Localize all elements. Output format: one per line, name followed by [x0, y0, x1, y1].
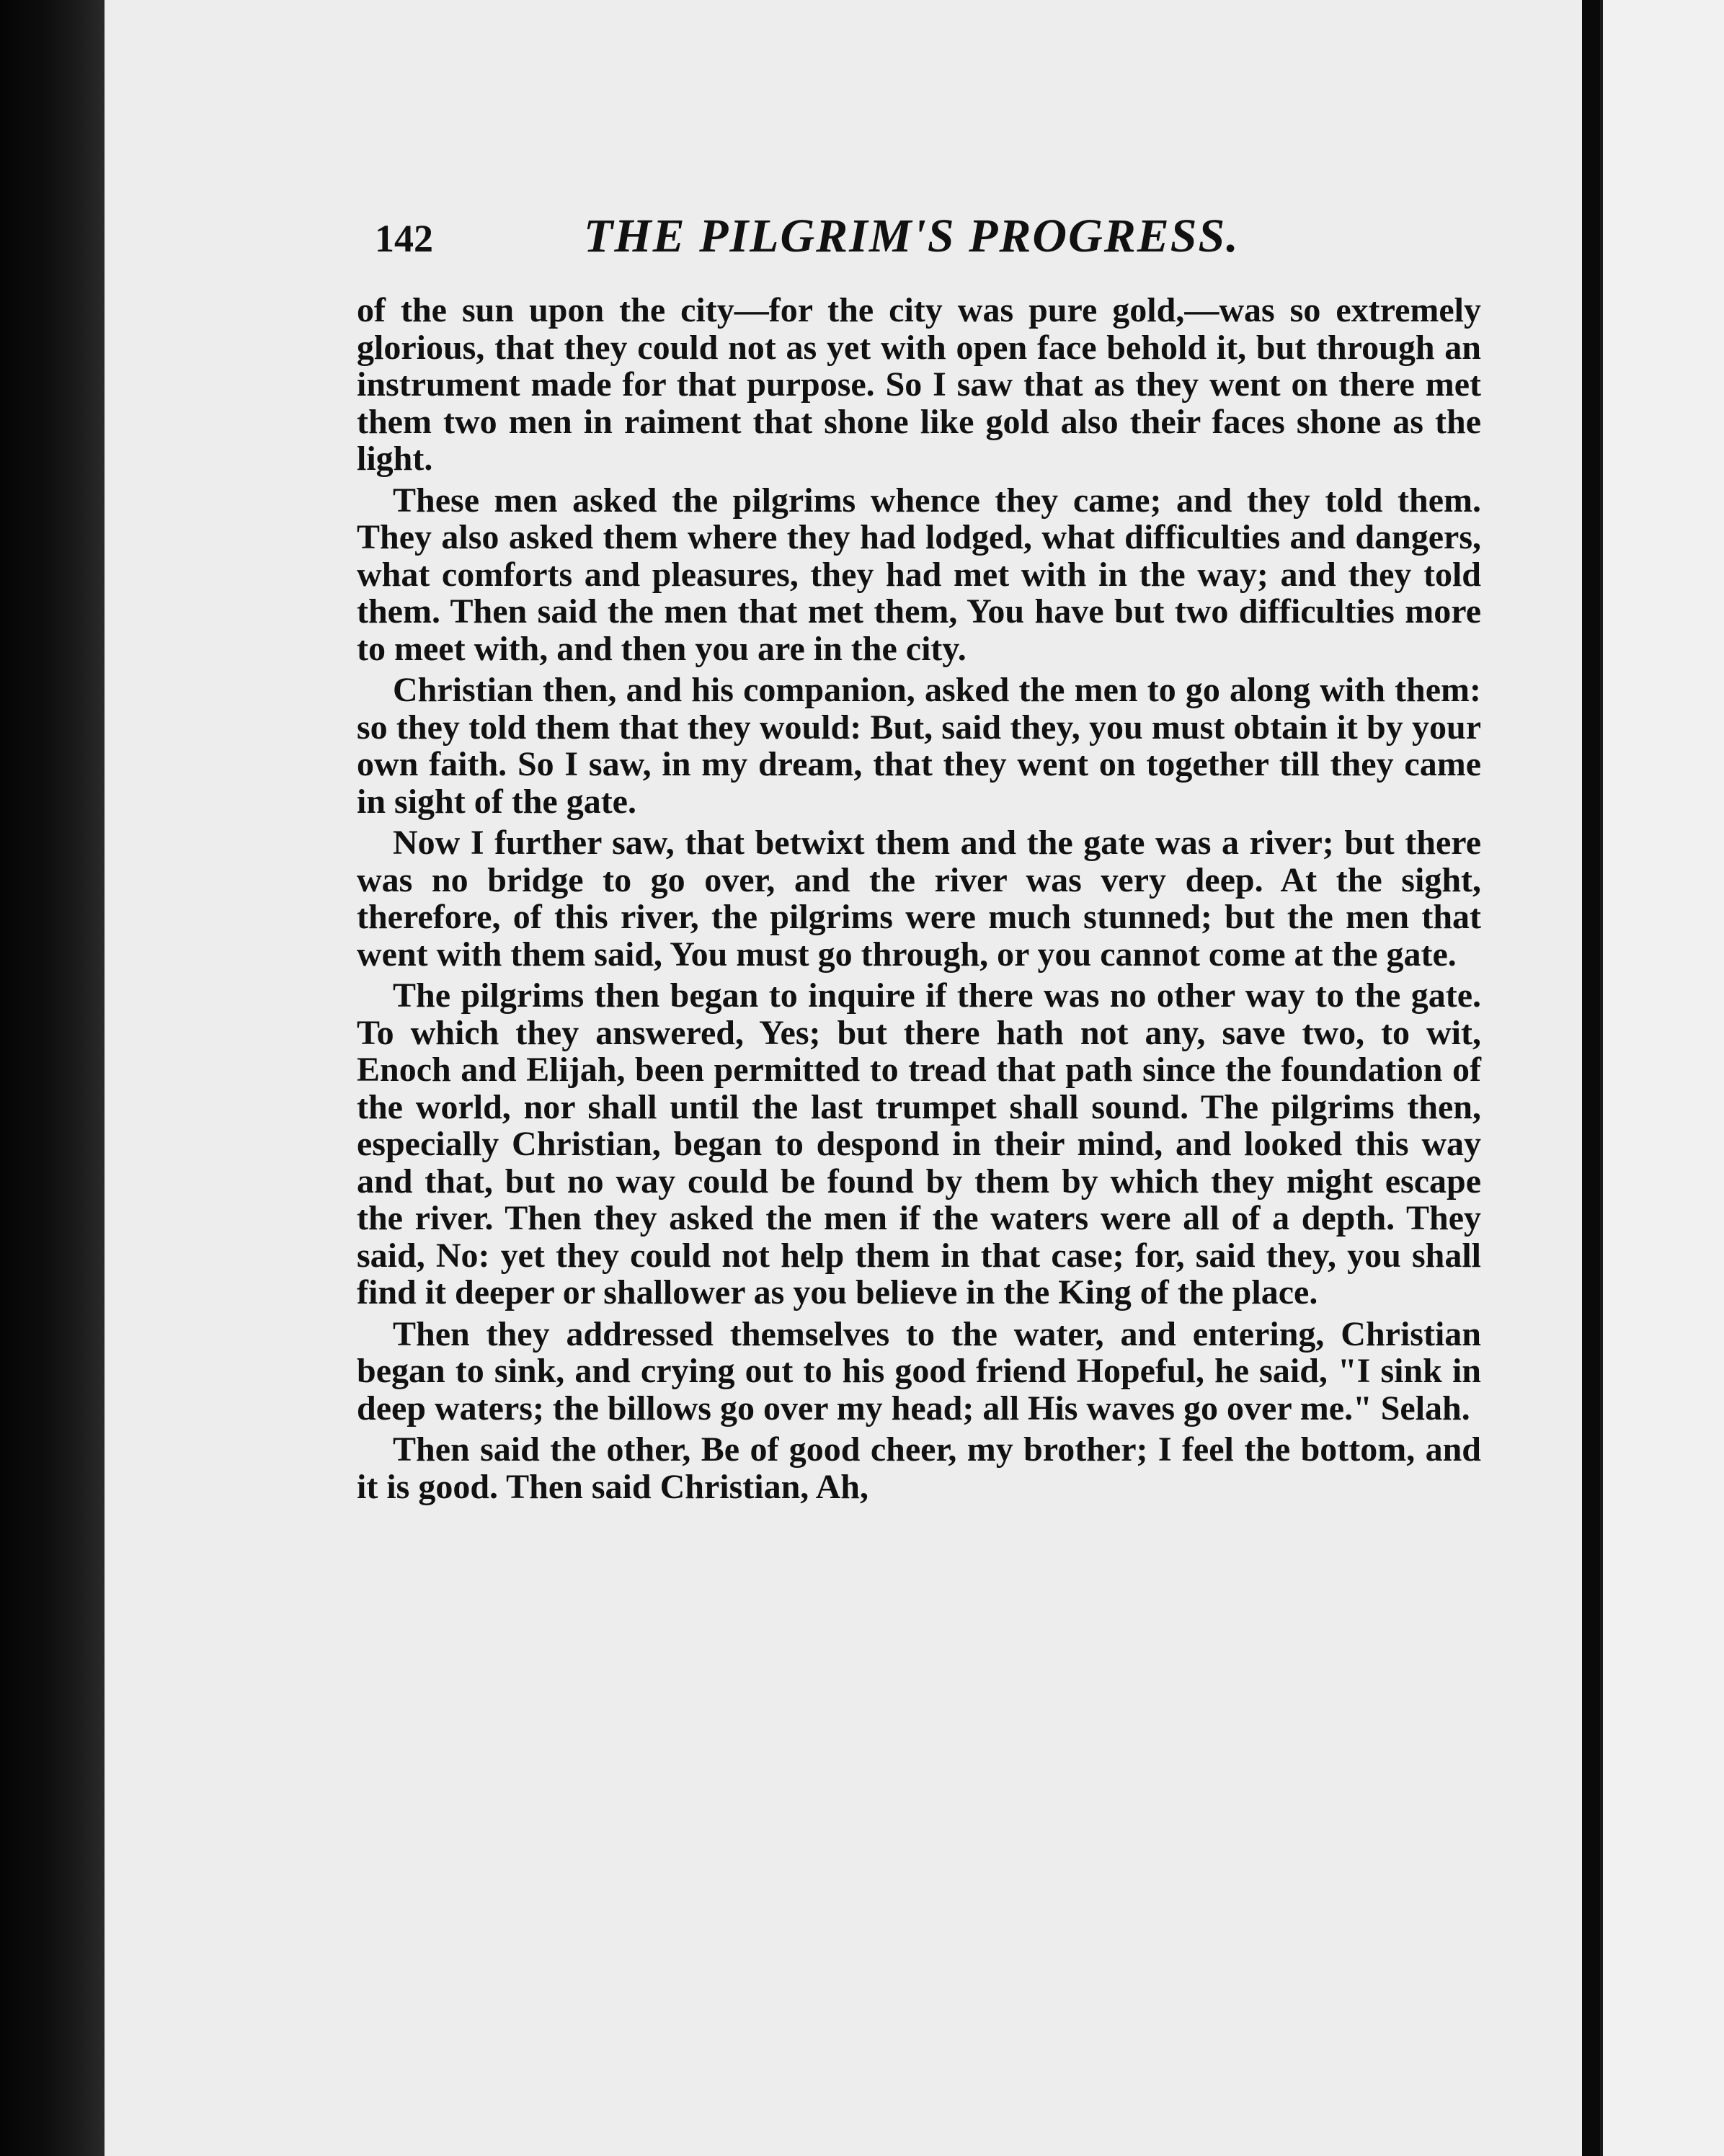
book-binding-edge: [0, 0, 105, 2156]
paragraph: Now I further saw, that betwixt them and the gate was a river; but there was no bridge to go over, and the river was very deep. At the sight, therefore, of this river, the pilgrims were much stunned; but the men that went with them said, You must go through, or you cannot come at the gate.: [357, 824, 1481, 974]
body-text: [357, 292, 1481, 1505]
paragraph: The pilgrims then began to inquire if there was no other way to the gate. To which they answered, Yes; but there hath not any, save two, to wit, Enoch and Elijah, been permitted to tread that path since the foundation of the world, nor shall until the last trumpet shall sound. The pilgrims then, especially Christian, began to despond in their mind, and looked this way and that, but no way could be found by them by which they might escape the river. Then they asked the men if the waters were all of a depth. They said, No: yet they could not help them in that case; for, said they, you shall find it deeper or shallower as you believe in the King of the place.: [357, 976, 1481, 1311]
page-gutter-shadow: [1582, 0, 1600, 2156]
page-number: 142: [375, 217, 433, 260]
running-title: THE PILGRIM'S PROGRESS.: [584, 210, 1240, 262]
paragraph: Christian then, and his companion, asked the men to go along with them: so they told them that they would: But, said they, you must obtain it by your own faith. So I saw, in my dream, that they went on together till they came in sight of the gate.: [357, 671, 1481, 821]
paragraph: These men asked the pilgrims whence they came; and they told them. They also asked them where they had lodged, what difficulties and dangers, what comforts and pleasures, they had met with in the way; and they told them. Then said the men that met them, You have but two difficulties more to meet with, and then you are in the city.: [357, 481, 1481, 668]
paragraph: Then they addressed themselves to the water, and entering, Christian began to sink, and crying out to his good friend Hopeful, he said, "I sink in deep waters; the billows go over my head; all His waves go over me." Selah.: [357, 1314, 1481, 1427]
paragraph: of the sun upon the city—for the city was pure gold,—was so extremely glorious, that they could not as yet with open face behold it, but through an instrument made for that purpose. So I saw that as they went on there met them two men in raiment that shone like gold also their faces shone as the light.: [357, 291, 1481, 478]
running-head: [375, 209, 1305, 274]
facing-page-edge: [1600, 0, 1724, 2156]
paragraph: Then said the other, Be of good cheer, my brother; I feel the bottom, and it is good. Then said Christian, Ah,: [357, 1430, 1481, 1506]
